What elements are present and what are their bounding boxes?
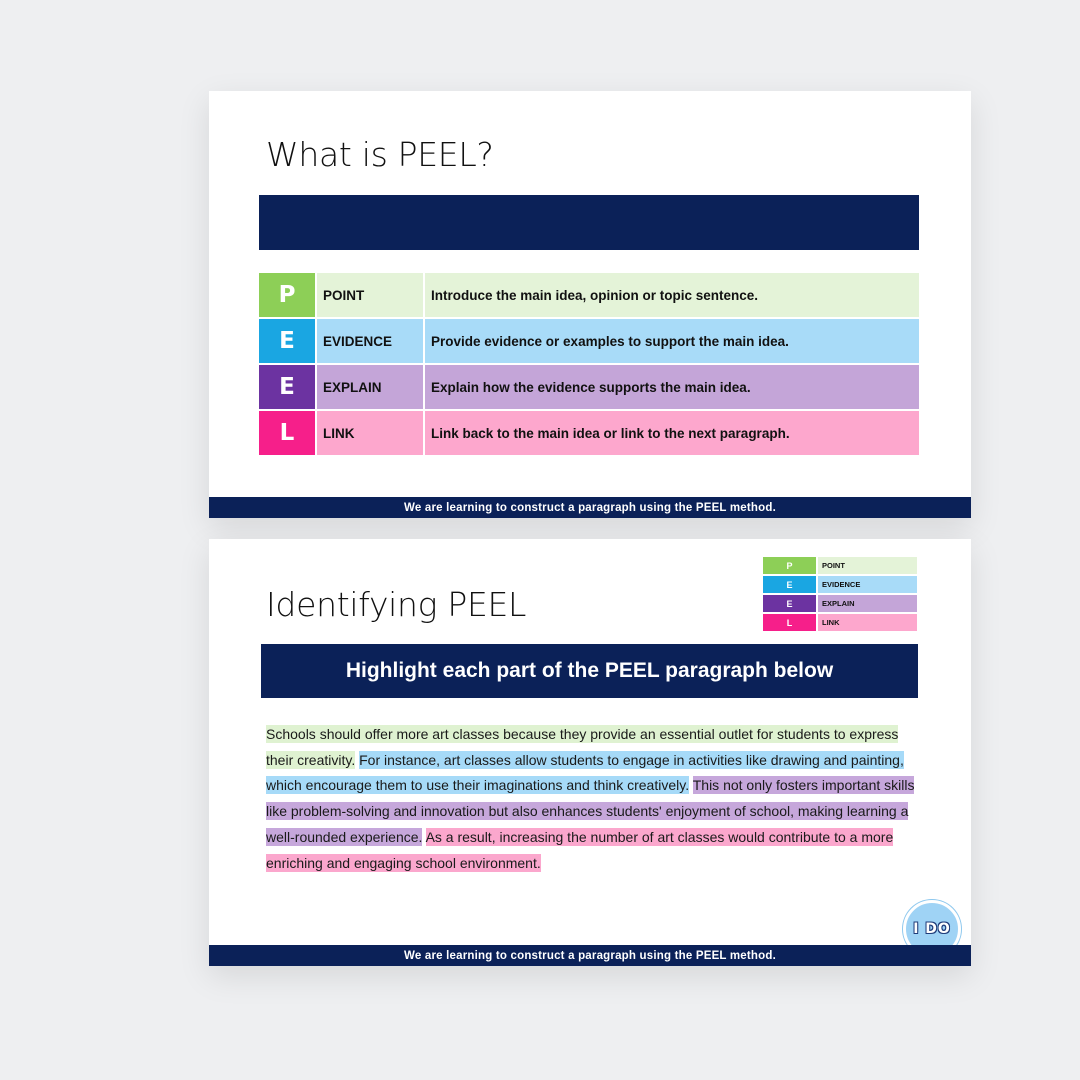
peel-key-row-link [763, 614, 917, 631]
peel-key-letter: P [763, 557, 816, 574]
peel-row-link [259, 411, 919, 455]
instruction-banner: Highlight each part of the PEEL paragraph below [261, 644, 918, 698]
title-band [259, 195, 919, 250]
slide-what-is-peel [209, 91, 971, 518]
peel-word: LINK [317, 411, 423, 455]
peel-key-letter: E [763, 595, 816, 612]
peel-row-evidence [259, 319, 919, 363]
slide-identifying-peel [209, 539, 971, 966]
peel-description: Link back to the main idea or link to the next paragraph. [425, 411, 919, 455]
peel-row-explain [259, 365, 919, 409]
peel-letter: E [259, 319, 315, 363]
evidence-highlight: For instance, art classes allow students to engage in activities like drawing and painting, which encourage them to use their imaginations and think creatively. [266, 751, 904, 794]
learning-intention-footer: We are learning to construct a paragraph using the PEEL method. [209, 497, 971, 518]
peel-word: EXPLAIN [317, 365, 423, 409]
peel-table [259, 273, 919, 457]
peel-key-letter: E [763, 576, 816, 593]
slide-title: Identifying PEEL [266, 585, 527, 624]
badge-label: I DO [913, 921, 951, 937]
peel-description: Provide evidence or examples to support the main idea. [425, 319, 919, 363]
peel-key-word: EXPLAIN [818, 595, 917, 612]
peel-key-word: LINK [818, 614, 917, 631]
peel-letter: P [259, 273, 315, 317]
peel-description: Introduce the main idea, opinion or topic sentence. [425, 273, 919, 317]
peel-key-letter: L [763, 614, 816, 631]
peel-description: Explain how the evidence supports the main idea. [425, 365, 919, 409]
peel-paragraph [266, 722, 916, 876]
peel-letter: L [259, 411, 315, 455]
slide-title: What is PEEL? [266, 135, 494, 174]
peel-letter: E [259, 365, 315, 409]
peel-key-row-point [763, 557, 917, 574]
peel-word: POINT [317, 273, 423, 317]
explain-highlight: This not only fosters important skills like problem-solving and innovation but also enhances students' enjoyment of school, making learning a well-rounded experience. [266, 777, 915, 845]
peel-key-word: POINT [818, 557, 917, 574]
link-highlight: As a result, increasing the number of art classes would contribute to a more enriching and engaging school environment. [266, 828, 894, 871]
peel-key-word: EVIDENCE [818, 576, 917, 593]
peel-word: EVIDENCE [317, 319, 423, 363]
peel-key-row-explain [763, 595, 917, 612]
point-highlight: Schools should offer more art classes because they provide an essential outlet for students to express their creativity. [266, 726, 899, 768]
peel-key [763, 557, 917, 633]
peel-row-point [259, 273, 919, 317]
peel-key-row-evidence [763, 576, 917, 593]
learning-intention-footer: We are learning to construct a paragraph using the PEEL method. [209, 945, 971, 966]
